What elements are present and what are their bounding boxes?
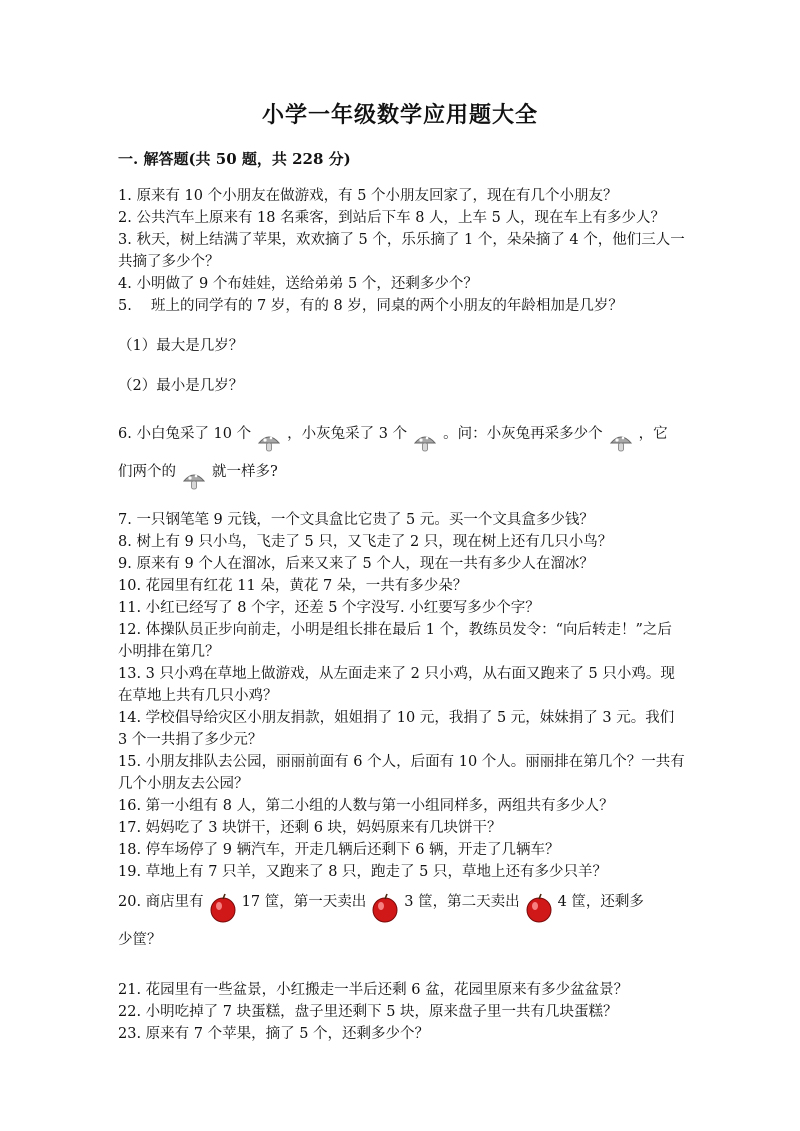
question-8: 8. 树上有 9 只小鸟，飞走了 5 只，又飞走了 2 只，现在树上还有几只小鸟？ [118, 534, 613, 550]
question-7: 7. 一只钢笔笔 9 元钱，一个文具盒比它贵了 5 元。买一个文具盒多少钱？ [118, 512, 594, 528]
question-5: 5. 班上的同学有的 7 岁，有的 8 岁，同桌的两个小朋友的年龄相加是几岁？ [118, 298, 623, 314]
question-20-part-1: 20. 商店里有 [118, 894, 204, 910]
question-6-part-6: 就一样多? [212, 464, 278, 480]
question-9: 9. 原来有 9 个人在溜冰，后来又来了 5 个人，现在一共有多少人在溜冰？ [118, 556, 594, 572]
question-13: 13. 3 只小鸡在草地上做游戏，从左面走来了 2 只小鸡，从右面又跑来了 5 只小鸡。现在草地上共有几只小鸡？ [118, 666, 675, 704]
question-12: 12. 体操队员正步向前走，小明是组长排在最后 1 个，教练员发令：“向后转走！”之后小明排在第几？ [118, 622, 672, 660]
mushroom-icon [182, 469, 206, 491]
question-15: 15. 小朋友排队去公园，丽丽前面有 6 个人，后面有 10 个人。丽丽排在第几个？一共有几个小朋友去公园？ [118, 754, 685, 792]
question-19: 19. 草地上有 7 只羊，又跑来了 8 只，跑走了 5 只，草地上还有多少只羊？ [118, 864, 607, 880]
question-20 [118, 883, 686, 959]
question-6 [118, 415, 686, 491]
mushroom-icon [609, 431, 633, 453]
question-21: 21. 花园里有一些盆景，小红搬走一半后还剩 6 盆，花园里原来有多少盆盆景？ [118, 982, 629, 998]
question-2: 2. 公共汽车上原来有 18 名乘客，到站后下车 8 人，上车 5 人，现在车上有多少人？ [118, 210, 665, 226]
question-6-part-4: ，它 [638, 426, 668, 442]
question-18: 18. 停车场停了 9 辆汽车，开走几辆后还剩下 6 辆，开走了几辆车？ [118, 842, 560, 858]
question-list [118, 185, 686, 1045]
question-22: 22. 小明吃掉了 7 块蛋糕，盘子里还剩下 5 块，原来盘子里一共有几块蛋糕？ [118, 1004, 618, 1020]
mushroom-icon [257, 431, 281, 453]
question-20-part-4: 4 筐，还剩多 [557, 894, 644, 910]
apple-icon [524, 893, 554, 923]
question-10: 10. 花园里有红花 11 朵，黄花 7 朵，一共有多少朵？ [118, 578, 468, 594]
question-20-part-3: 3 筐，第二天卖出 [404, 894, 520, 910]
question-6-part-3: 。问：小灰兔再采多少个 [443, 426, 603, 442]
question-6-part-5: 们两个的 [118, 464, 176, 480]
question-14: 14. 学校倡导给灾区小朋友捐款，姐姐捐了 10 元，我捐了 5 元，妹妹捐了 3 元。我们 3 个一共捐了多少元？ [118, 710, 675, 748]
question-16: 16. 第一小组有 8 人，第二小组的人数与第一小组同样多，两组共有多少人？ [118, 798, 614, 814]
apple-icon [208, 893, 238, 923]
question-20-part-2: 17 筐，第一天卖出 [241, 894, 367, 910]
page-title: 小学一年级数学应用题大全 [261, 102, 538, 128]
question-6-part-1: 6. 小白兔采了 10 个 [118, 426, 252, 442]
question-17: 17. 妈妈吃了 3 块饼干，还剩 6 块，妈妈原来有几块饼干？ [118, 820, 502, 836]
question-20-part-5: 少筐？ [118, 932, 162, 948]
question-5-sub-1: （1）最大是几岁？ [118, 338, 244, 354]
question-4: 4. 小明做了 9 个布娃娃，送给弟弟 5 个，还剩多少个？ [118, 276, 478, 292]
question-1: 1. 原来有 10 个小朋友在做游戏，有 5 个小朋友回家了，现在有几个小朋友？ [118, 188, 618, 204]
apple-icon [370, 893, 400, 923]
question-11: 11. 小红已经写了 8 个字，还差 5 个字没写. 小红要写多少个字？ [118, 600, 540, 616]
question-3: 3. 秋天，树上结满了苹果，欢欢摘了 5 个，乐乐摘了 1 个，朵朵摘了 4 个，他们三人一共摘了多少个？ [118, 232, 685, 270]
section-heading: 一. 解答题(共 50 题，共 228 分) [118, 150, 351, 168]
question-23: 23. 原来有 7 个苹果，摘了 5 个，还剩多少个？ [118, 1026, 430, 1042]
mushroom-icon [413, 431, 437, 453]
question-5-sub-2: （2）最小是几岁？ [118, 378, 244, 394]
question-6-part-2: ，小灰兔采了 3 个 [287, 426, 408, 442]
